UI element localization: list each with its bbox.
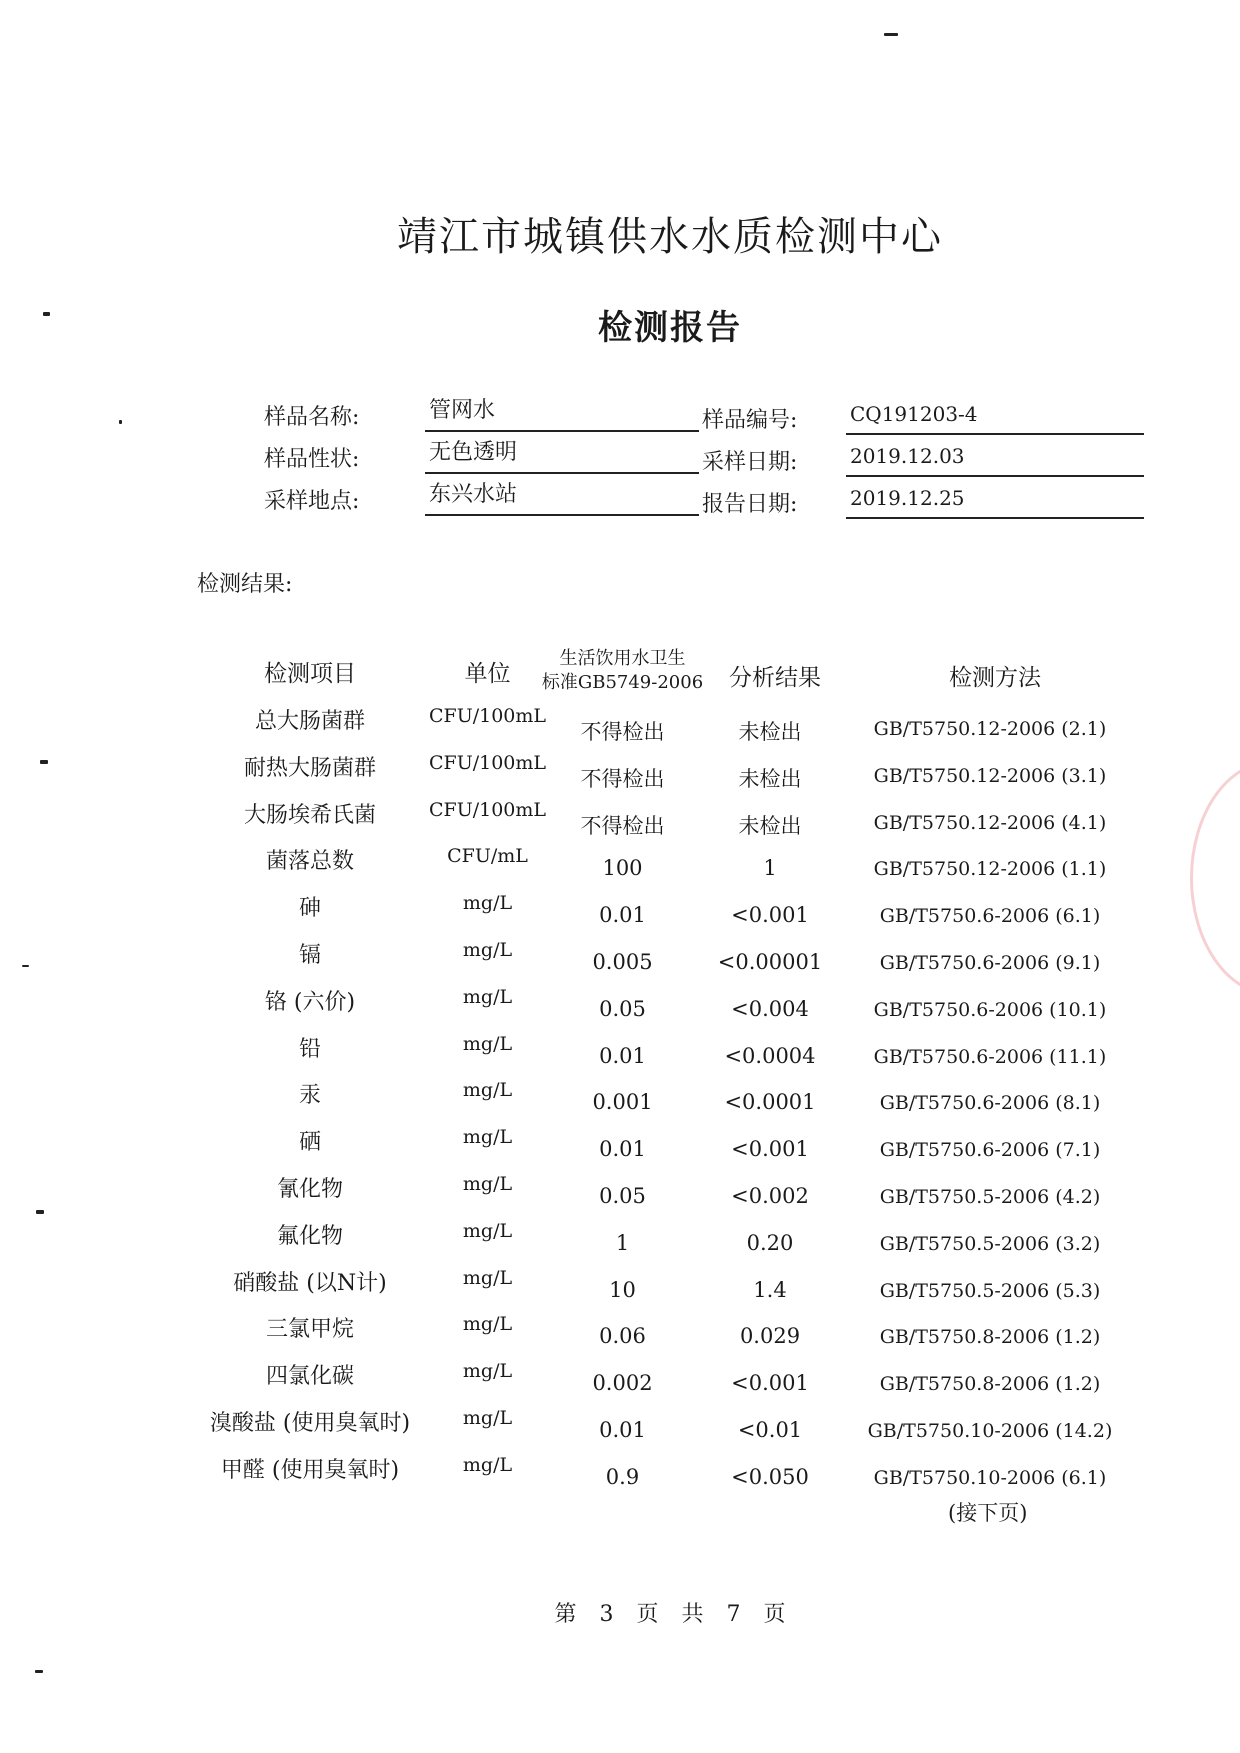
unit-cell: mg/L: [462, 939, 513, 961]
unit-cell: mg/L: [462, 1219, 513, 1242]
sample-location-value: [425, 484, 699, 516]
standard-cell: 100: [602, 856, 643, 881]
table-row: [0, 891, 1240, 937]
result-cell: 1.4: [753, 1277, 787, 1302]
method-cell: GB/T5750.10-2006 (6.1): [873, 1466, 1107, 1489]
sample-name-label: 样品名称:: [264, 405, 360, 430]
standard-cell: 不得检出: [580, 813, 665, 838]
method-cell: GB/T5750.12-2006 (4.1): [873, 811, 1107, 834]
item-cell: 镉: [298, 943, 321, 968]
unit-cell: mg/L: [462, 1360, 513, 1383]
method-cell: GB/T5750.5-2006 (4.2): [879, 1186, 1101, 1208]
standard-cell: 不得检出: [580, 720, 665, 744]
standard-cell: 0.01: [599, 1418, 646, 1442]
header-result: 分析结果: [729, 665, 821, 691]
table-row: [0, 1125, 1240, 1171]
method-cell: GB/T5750.12-2006 (3.1): [873, 764, 1107, 787]
unit-cell: mg/L: [462, 1407, 513, 1429]
unit-cell: mg/L: [462, 892, 513, 915]
header-unit: 单位: [464, 661, 511, 687]
result-cell: <0.0001: [724, 1090, 816, 1115]
result-cell: <0.002: [731, 1184, 809, 1208]
unit-cell: mg/L: [462, 1266, 513, 1289]
result-cell: 未检出: [738, 813, 802, 838]
table-row: [0, 1078, 1240, 1124]
item-cell: 汞: [298, 1083, 321, 1109]
standard-cell: 0.01: [599, 903, 646, 928]
result-cell: 1: [763, 856, 777, 881]
table-row: [0, 1032, 1240, 1078]
table-row: [0, 751, 1240, 797]
result-cell: <0.001: [731, 1137, 809, 1162]
table-row: [0, 1312, 1240, 1358]
org-title: 靖江市城镇供水水质检测中心: [397, 214, 943, 260]
method-cell: GB/T5750.5-2006 (5.3): [879, 1279, 1101, 1302]
standard-cell: 0.01: [599, 1043, 646, 1068]
sampling-date-text: 2019.12.03: [850, 444, 965, 468]
continued-note: (接下页): [948, 1501, 1028, 1525]
method-cell: GB/T5750.6-2006 (9.1): [879, 952, 1101, 974]
result-cell: 未检出: [738, 720, 802, 744]
item-cell: 甲醛 (使用臭氧时): [220, 1457, 400, 1483]
table-row: [0, 1172, 1240, 1218]
unit-cell: CFU/100mL: [428, 705, 547, 727]
method-cell: GB/T5750.6-2006 (10.1): [873, 998, 1107, 1021]
method-cell: GB/T5750.12-2006 (1.1): [873, 858, 1107, 881]
table-row: [0, 1453, 1240, 1499]
unit-cell: mg/L: [462, 985, 513, 1008]
method-cell: GB/T5750.8-2006 (1.2): [879, 1373, 1101, 1396]
unit-cell: CFU/100mL: [428, 798, 547, 821]
sample-id-text: CQ191203-4: [850, 402, 978, 426]
result-cell: <0.001: [731, 903, 809, 928]
report-date-value: [846, 487, 1144, 519]
sample-id-value: [846, 403, 1144, 435]
header-standard-line1: 生活饮用水卫生: [559, 648, 686, 669]
method-cell: GB/T5750.8-2006 (1.2): [879, 1326, 1101, 1349]
table-row: [0, 985, 1240, 1031]
sample-state-text: 无色透明: [429, 440, 518, 465]
sample-state-label: 样品性状:: [264, 447, 360, 472]
header-standard: [535, 647, 710, 695]
unit-cell: mg/L: [462, 1173, 513, 1195]
scan-speck: [119, 420, 122, 424]
report-date-label: 报告日期:: [702, 492, 798, 517]
results-label: 检测结果:: [197, 572, 293, 597]
result-cell: 未检出: [738, 766, 802, 791]
sample-state-value: [425, 442, 699, 474]
method-cell: GB/T5750.6-2006 (11.1): [873, 1045, 1107, 1068]
scan-speck: [35, 1670, 43, 1673]
result-cell: 0.20: [746, 1230, 794, 1255]
item-cell: 溴酸盐 (使用臭氧时): [209, 1411, 411, 1436]
sampling-date-label: 采样日期:: [702, 450, 798, 475]
table-row: [0, 1266, 1240, 1312]
sample-location-text: 东兴水站: [429, 482, 518, 507]
unit-cell: mg/L: [462, 1126, 513, 1149]
standard-cell: 0.002: [592, 1371, 653, 1396]
standard-cell: 0.001: [592, 1090, 653, 1115]
header-method: 检测方法: [949, 665, 1041, 691]
item-cell: 氟化物: [276, 1223, 343, 1249]
item-cell: 菌落总数: [265, 849, 354, 875]
standard-cell: 0.06: [599, 1324, 646, 1349]
sample-location-label: 采样地点:: [264, 489, 360, 514]
item-cell: 砷: [298, 896, 321, 922]
table-row: [0, 1219, 1240, 1265]
result-cell: <0.001: [731, 1371, 809, 1396]
standard-cell: 0.01: [599, 1137, 646, 1162]
report-date-text: 2019.12.25: [850, 486, 965, 510]
sample-name-value: [425, 400, 699, 432]
method-cell: GB/T5750.6-2006 (8.1): [879, 1092, 1101, 1115]
method-cell: GB/T5750.10-2006 (14.2): [867, 1420, 1113, 1442]
result-cell: <0.050: [731, 1464, 809, 1489]
item-cell: 铬 (六价): [264, 989, 356, 1015]
result-cell: <0.01: [737, 1418, 803, 1442]
result-cell: <0.004: [731, 996, 809, 1021]
standard-cell: 1: [615, 1230, 630, 1255]
method-cell: GB/T5750.5-2006 (3.2): [879, 1232, 1101, 1255]
standard-cell: 不得检出: [580, 766, 665, 791]
table-row: [0, 704, 1240, 750]
header-standard-line2: 标准GB5749-2006: [541, 672, 704, 693]
table-row: [0, 844, 1240, 890]
standard-cell: 0.005: [592, 950, 653, 974]
scan-speck: [884, 33, 898, 36]
unit-cell: mg/L: [462, 1079, 513, 1102]
unit-cell: CFU/mL: [447, 845, 528, 868]
sample-name-text: 管网水: [429, 398, 496, 423]
unit-cell: mg/L: [462, 1313, 513, 1336]
table-row: [0, 1359, 1240, 1405]
sampling-date-value: [846, 445, 1144, 477]
table-row: [0, 798, 1240, 844]
sample-id-label: 样品编号:: [702, 408, 798, 433]
item-cell: 硝酸盐 (以N计): [233, 1270, 387, 1296]
standard-cell: 0.9: [605, 1464, 640, 1489]
item-cell: 铅: [298, 1036, 321, 1062]
item-cell: 总大肠菌群: [254, 709, 365, 734]
result-cell: <0.0004: [724, 1043, 816, 1068]
method-cell: GB/T5750.6-2006 (7.1): [879, 1139, 1101, 1162]
result-cell: <0.00001: [717, 950, 823, 974]
unit-cell: mg/L: [462, 1453, 513, 1476]
page-footer: 第 3 页 共 7 页: [554, 1602, 786, 1627]
standard-cell: 0.05: [599, 1184, 646, 1208]
standard-cell: 10: [609, 1277, 636, 1302]
unit-cell: mg/L: [462, 1032, 513, 1055]
item-cell: 三氯甲烷: [265, 1317, 354, 1343]
item-cell: 氰化物: [276, 1177, 343, 1202]
unit-cell: CFU/100mL: [428, 751, 547, 774]
item-cell: 耐热大肠菌群: [243, 755, 376, 781]
result-cell: 0.029: [739, 1324, 801, 1349]
item-cell: 硒: [298, 1130, 321, 1156]
table-row: [0, 938, 1240, 984]
table-row: [0, 1406, 1240, 1452]
item-cell: 四氯化碳: [265, 1364, 354, 1390]
method-cell: GB/T5750.6-2006 (6.1): [879, 905, 1101, 928]
item-cell: 大肠埃希氏菌: [243, 802, 376, 828]
header-item: 检测项目: [264, 661, 356, 687]
report-title: 检测报告: [598, 308, 742, 348]
method-cell: GB/T5750.12-2006 (2.1): [873, 718, 1107, 740]
standard-cell: 0.05: [599, 996, 646, 1021]
